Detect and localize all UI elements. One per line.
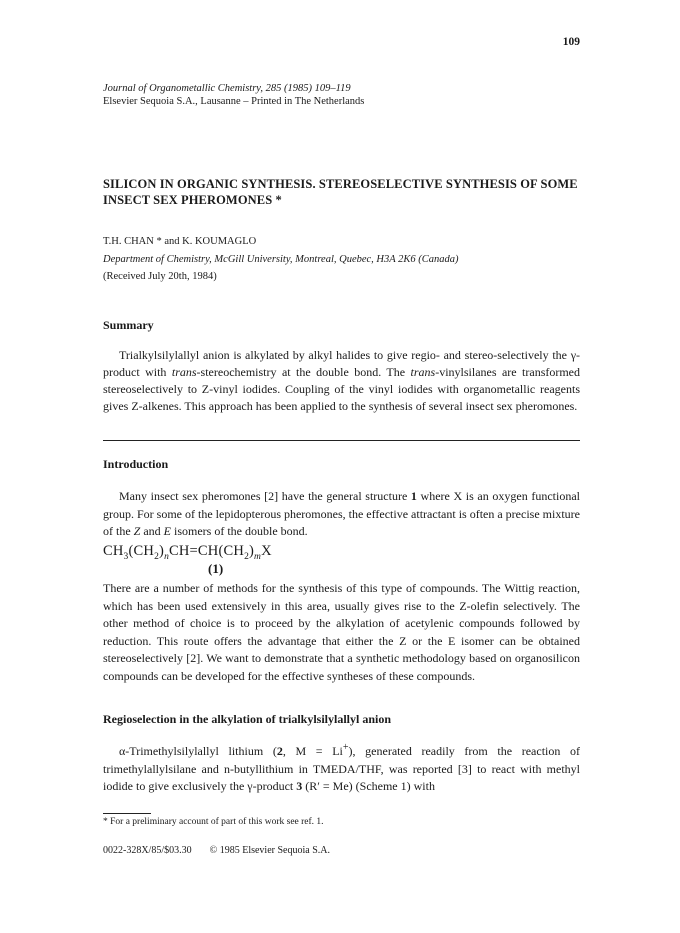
article-title: SILICON IN ORGANIC SYNTHESIS. STEREOSELECTIVE SYNTHESIS OF SOME INSECT SEX PHEROMONES * [103,177,578,207]
section-divider [103,440,580,441]
publisher-line: Elsevier Sequoia S.A., Lausanne – Printed in The Netherlands [103,96,365,107]
affiliation: Department of Chemistry, McGill University, Montreal, Quebec, H3A 2K6 (Canada) [103,254,459,265]
introduction-paragraph-1: Many insect sex pheromones [2] have the general structure 1 where X is an oxygen functional group. For some of the lepidopterous pheromones, the effective attractant is often a precise mixture of the Z and E isomers of the double bond. [103,489,580,538]
summary-heading: Summary [103,318,154,332]
formula-label: (1) [208,561,224,576]
authors: T.H. CHAN * and K. KOUMAGLO [103,236,257,247]
journal-citation: Journal of Organometallic Chemistry, 285 (1985) 109–119 [103,83,351,94]
regioselection-heading: Regioselection in the alkylation of trialkylsilylallyl anion [103,712,392,726]
footnote-rule [103,813,151,814]
copyright-line [103,845,330,856]
regioselection-paragraph: α-Trimethylsilylallyl lithium (2, M = Li+), generated readily from the reaction of trimethylallylsilane and n-butyllithium in TMEDA/THF, was reported [3] to react with methyl iodide to give exclusively the γ-product 3 (R′ = Me) (Scheme 1) with [103,742,581,793]
summary-paragraph: Trialkylsilylallyl anion is alkylated by alkyl halides to give regio- and stereo-selectively the γ-product with trans-stereochemistry at the double bond. The trans-vinylsilanes are transformed stereoselectively to Z-vinyl iodides. Coupling of the vinyl iodides with organometallic reagents gives Z-alkenes. This approach has been applied to the synthesis of several insect sex pheromones. [103,348,581,413]
received-date: (Received July 20th, 1984) [103,271,217,282]
introduction-heading: Introduction [103,457,169,471]
copyright-notice: © 1985 Elsevier Sequoia S.A. [209,845,330,856]
page-number: 109 [562,36,580,48]
issn-price: 0022-328X/85/$03.30 [103,845,192,856]
introduction-paragraph-2: There are a number of methods for the synthesis of this type of compounds. The Wittig reaction, which has been used extensively in this area, usually gives rise to the Z-olefin selectively. The other method of choice is to proceed by the alkylation of acetylenic compounds followed by reduction. This route offers the advantage that either the Z or the E isomer can be obtained stereoselectively [2]. We want to demonstrate that a synthetic methodology based on organosilicon compounds can be developed for the effective syntheses of these compounds. [103,581,580,683]
structure-formula: $CH_3(CH_2)_nCH=CH(CH_2)_mX$ [103,543,272,562]
journal-header [103,82,583,108]
footnote: * For a preliminary account of part of this work see ref. 1. [103,817,324,827]
